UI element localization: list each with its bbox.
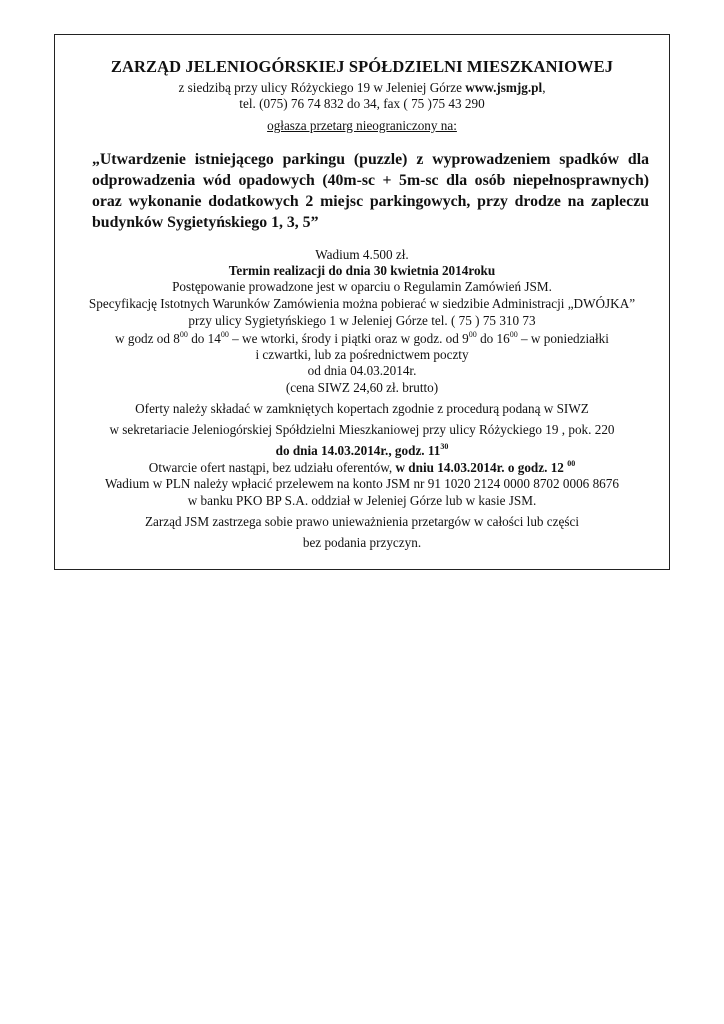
offers-line-2: w sekretariacie Jeleniogórskiej Spółdzielni Mieszkaniowej przy ulicy Różyckiego 19 , pok. 220	[109, 422, 615, 437]
website-link[interactable]: www.jsmjg.pl	[465, 80, 543, 95]
siwz-line-1: Specyfikację Istotnych Warunków Zamówienia można pobierać w siedzibie Administracji „DWÓJKA”	[88, 296, 636, 311]
hours-sup: 00	[509, 330, 518, 339]
office-hours-line-2: i czwartki, lub za pośrednictwem poczty	[255, 347, 469, 362]
wadium-amount: Wadium 4.500 zł.	[315, 247, 409, 262]
address-line	[55, 80, 669, 96]
offers-deadline-text: do dnia 14.03.2014r., godz. 11	[275, 443, 441, 458]
procedure-note: Postępowanie prowadzone jest w oparciu o Regulamin Zamówień JSM.	[172, 279, 552, 294]
announcement-frame	[54, 34, 670, 570]
opening-prefix: Otwarcie ofert nastąpi, bez udziału oferentów,	[148, 460, 396, 475]
payment-line-2: w banku PKO BP S.A. oddział w Jeleniej Górze lub w kasie JSM.	[187, 493, 537, 508]
offers-deadline-sup: 30	[440, 442, 449, 451]
phone-fax: tel. (075) 76 74 832 do 34, fax ( 75 )75 43 290	[239, 96, 485, 111]
office-hours	[55, 331, 669, 347]
hours-sup: 00	[179, 330, 188, 339]
reservation-line-1: Zarząd JSM zastrzega sobie prawo unieważnienia przetargów w całości lub części	[144, 514, 580, 529]
hours-part: – w poniedziałki	[517, 331, 609, 346]
payment-line-1: Wadium w PLN należy wpłacić przelewem na konto JSM nr 91 1020 2124 0000 8702 0006 8676	[105, 476, 619, 491]
tender-subject: „Utwardzenie istniejącego parkingu (puzzle) z wyprowadzeniem spadków dla odprowadzenia wód opadowych (40m-sc + 5m-sc dla osób niepełnosprawnych) oraz wykonanie dodatkowych 2 miejsc parkingowych, przy drodze na zapleczu budynków Sygietyńskiego 1, 3, 5”	[92, 151, 649, 231]
reservation-line-2: bez podania przyczyn.	[302, 535, 422, 550]
offers-deadline	[55, 443, 669, 459]
org-name: ZARZĄD JELENIOGÓRSKIEJ SPÓŁDZIELNI MIESZKANIOWEJ	[110, 57, 614, 76]
opening-sup: 00	[567, 459, 576, 468]
hours-part: – we wtorki, środy i piątki oraz w godz. od 9	[228, 331, 469, 346]
opening-date: w dniu 14.03.2014r. o godz. 12	[395, 460, 568, 475]
from-date: od dnia 04.03.2014r.	[307, 363, 417, 378]
hours-sup: 00	[220, 330, 229, 339]
opening-info	[55, 460, 669, 476]
siwz-price: (cena SIWZ 24,60 zł. brutto)	[285, 380, 439, 395]
address-suffix: ,	[542, 80, 546, 95]
siwz-line-2: przy ulicy Sygietyńskiego 1 w Jeleniej Górze tel. ( 75 ) 75 310 73	[188, 313, 536, 328]
announcement-line: ogłasza przetarg nieograniczony na:	[267, 118, 457, 133]
hours-sup: 00	[468, 330, 477, 339]
hours-part: do 14	[187, 331, 221, 346]
hours-part: w godz od 8	[115, 331, 180, 346]
completion-deadline: Termin realizacji do dnia 30 kwietnia 2014roku	[228, 263, 496, 278]
hours-part: do 16	[476, 331, 510, 346]
offers-line-1: Oferty należy składać w zamkniętych kopertach zgodnie z procedurą podaną w SIWZ	[135, 401, 589, 416]
address-prefix: z siedzibą przy ulicy Różyckiego 19 w Jeleniej Górze	[178, 80, 466, 95]
